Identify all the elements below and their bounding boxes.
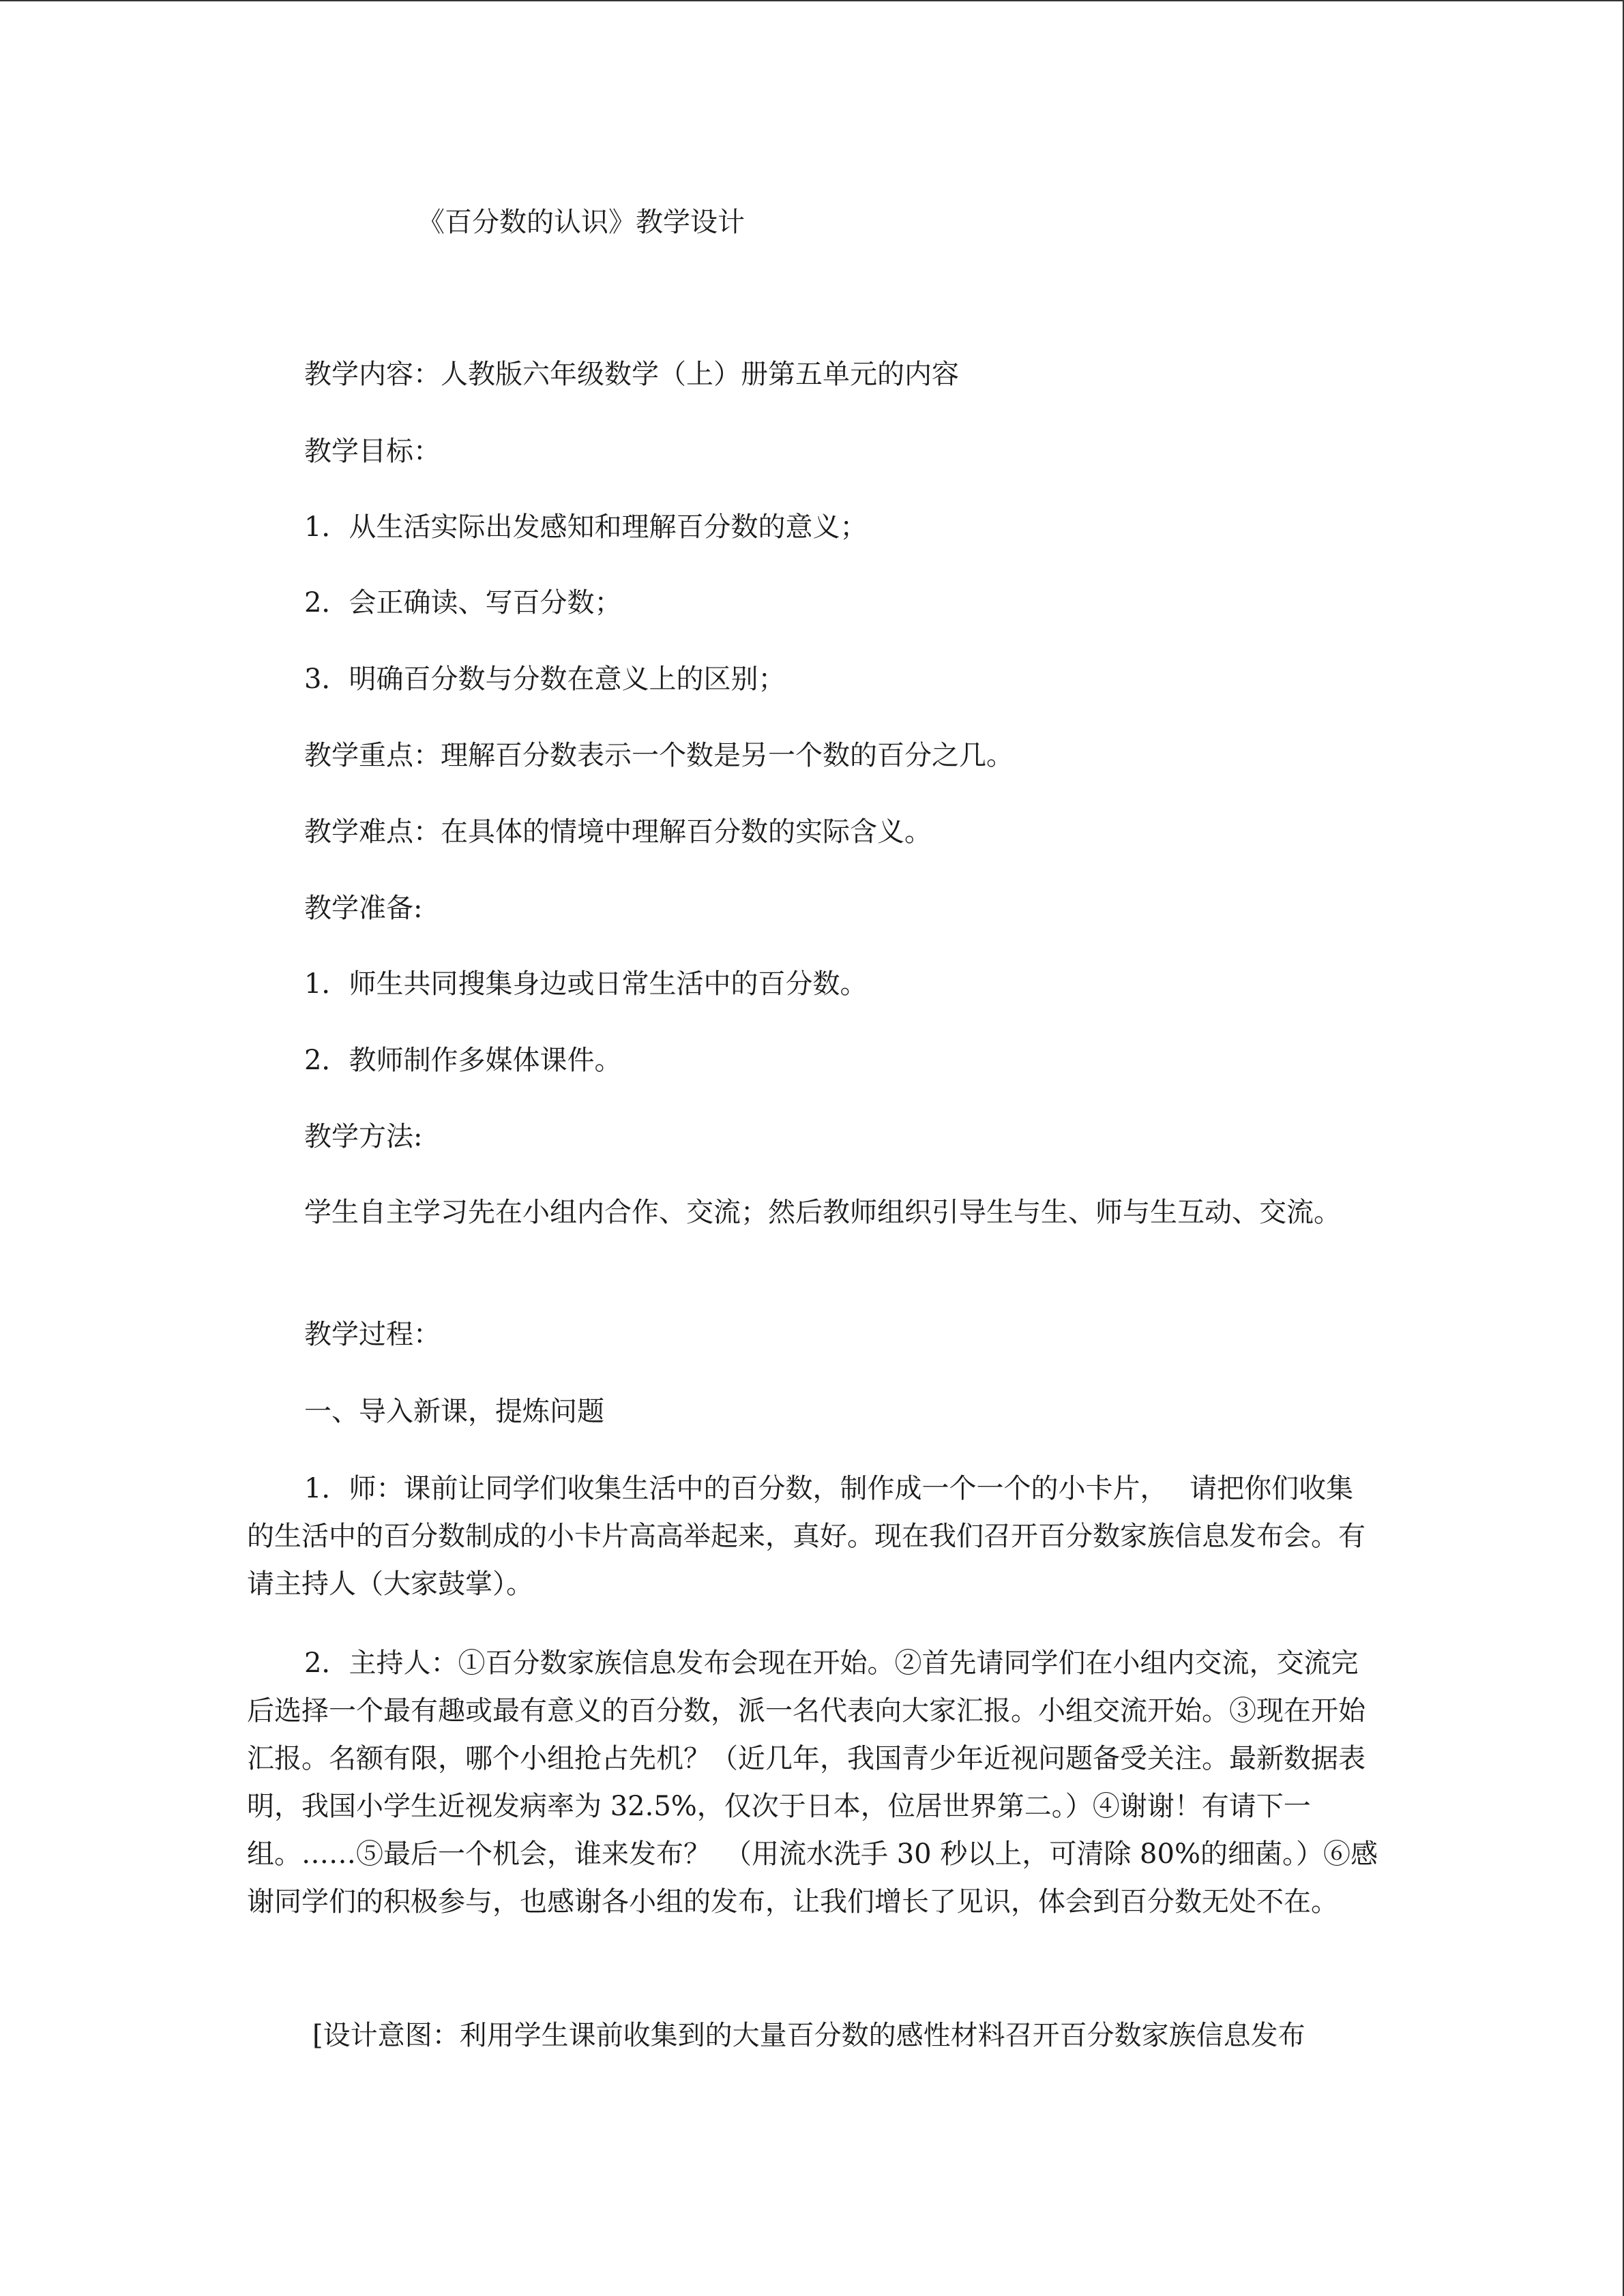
teaching-method-text: 学生自主学习先在小组内合作、交流；然后教师组织引导生与生、师与生互动、交流。 [304, 1197, 1341, 1228]
section-1-heading: 一、导入新课，提炼问题 [304, 1396, 604, 1427]
goal-item-3: 3．明确百分数与分数在意义上的区别； [304, 664, 786, 695]
design-intent: [设计意图：利用学生课前收集到的大量百分数的感性材料召开百分数家族信息发布 [312, 2020, 1305, 2051]
preparation-item-1: 1．师生共同搜集身边或日常生活中的百分数。 [304, 968, 868, 1000]
teaching-content: 教学内容：人教版六年级数学（上）册第五单元的内容 [304, 359, 959, 390]
goal-item-2: 2．会正确读、写百分数； [304, 587, 622, 618]
teaching-difficulty: 教学难点：在具体的情境中理解百分数的实际含义。 [304, 816, 932, 848]
process-step-1: 1．师：课前让同学们收集生活中的百分数，制作成一个一个的小卡片， 请把你们收集的生活中的百分数制成的小卡片高高举起来，真好。现在我们召开百分数家族信息发布会。有请主持人（大家鼓掌）。 [247, 1473, 1365, 1600]
teaching-preparation-heading: 教学准备: [304, 893, 423, 924]
process-step-2: 2．主持人：①百分数家族信息发布会现在开始。②首先请同学们在小组内交流，交流完后选择一个最有趣或最有意义的百分数，派一名代表向大家汇报。小组交流开始。③现在开始汇报。名额有限，哪个小组抢占先机？（近几年，我国青少年近视问题备受关注。最新数据表明，我国小学生近视发病率为 32.5%，仅次于日本，位居世界第二。）④谢谢！有请下一组。……⑤最后一个机会，谁来发布？ （用流水洗手 30 秒以上，可清除 80%的细菌。）⑥感谢同学们的积极参与，也感谢各小组的发布，让我们增长了见识，体会到百分数无处不在。 [247, 1648, 1378, 1918]
goal-item-1: 1．从生活实际出发感知和理解百分数的意义； [304, 511, 868, 543]
preparation-item-2: 2．教师制作多媒体课件。 [304, 1045, 622, 1076]
document-title: 《百分数的认识》教学设计 [417, 207, 745, 238]
teaching-process-heading: 教学过程： [304, 1319, 441, 1350]
teaching-goals-heading: 教学目标： [304, 436, 441, 467]
teaching-key-point: 教学重点：理解百分数表示一个数是另一个数的百分之几。 [304, 740, 1014, 771]
teaching-method-heading: 教学方法: [304, 1121, 423, 1152]
